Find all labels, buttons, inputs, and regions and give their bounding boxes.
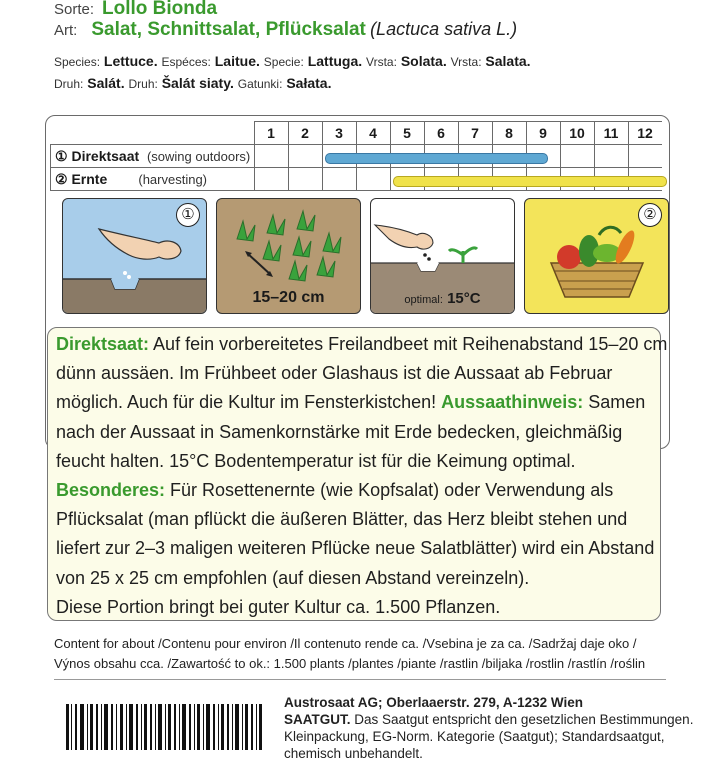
art-label: Art:: [54, 22, 78, 39]
aussaathinweis-heading: Aussaathinweis:: [441, 392, 584, 413]
vrsta-label: Vrsta:: [366, 55, 397, 69]
saatgut-text: Das Saatgut entspricht den gesetzlichen Bestimmungen. Kleinpackung, EG-Norm. Kategorie (Saatgut); Standardsaatgut, chemisch unbehandelt.: [284, 712, 694, 761]
panel-harvest: [524, 198, 669, 314]
month-cell: 12: [628, 122, 662, 145]
especes-value: Laitue.: [214, 53, 260, 69]
art-line: [54, 19, 517, 41]
besonderes-text: Für Rosettenernte (wie Kopfsalat) oder Verwendung als Pflücksalat (man pflückt die äußeren Blätter, das Herz bleibt stehen und liefert zur 2–3 maligen weiteren Pflücke neue Salatblätter) wird ein Abstand von 25 x 25 cm empfohlen (auf diesen Abstand vereinzeln).: [56, 480, 655, 588]
druh2-label: Druh:: [128, 77, 158, 91]
row-subtitle: (sowing outdoors): [146, 148, 251, 164]
gatunki-value: Sałata.: [286, 75, 332, 91]
saatgut-label: SAATGUT.: [284, 712, 351, 727]
content-line-1: Content for about /Contenu pour environ /Il contenuto rende ca. /Vsebina je za ca. /Sadržaj daje oko /: [54, 636, 637, 651]
gatunki-label: Gatunki:: [237, 77, 283, 91]
company-info: [284, 694, 704, 762]
vrsta-value: Solata.: [400, 53, 447, 69]
content-line-2: Výnos obsahu cca. /Zawartość to ok.: 1.500 plants /plantes /piante /rastlin /biljaka /rostlin /rastlín /roślin: [54, 656, 646, 671]
species-value: Lettuce.: [103, 53, 158, 69]
panel-temperature: [370, 198, 515, 314]
month-cell: 3: [322, 122, 356, 145]
sorte-label: Sorte:: [54, 1, 95, 18]
vrsta2-label: Vrsta:: [450, 55, 482, 69]
optimal-temperature: 15°C: [447, 290, 481, 307]
vrsta2-value: Salata.: [485, 53, 531, 69]
druh2-value: Šalát siaty.: [161, 75, 234, 91]
month-cell: 2: [288, 122, 322, 145]
druh-label: Druh:: [54, 77, 84, 91]
saatgut-statement: [284, 711, 704, 762]
harvest-period-bar: [393, 176, 667, 187]
portion-text: Diese Portion bringt bei guter Kultur ca. 1.500 Pflanzen.: [56, 596, 501, 617]
row-subtitle: (harvesting): [138, 171, 208, 187]
month-header-row: [51, 122, 662, 145]
month-cell: 4: [356, 122, 390, 145]
especes-label: Espéces:: [161, 55, 211, 69]
art-name: Salat, Schnittsalat, Pflücksalat: [91, 19, 366, 40]
row-label: [51, 145, 255, 168]
instructions-text: [56, 330, 676, 622]
aussaathinweis-text: Samen nach der Aussaat in Samenkornstärke mit Erde bedecken, gleichmäßig feucht halten. 15°C Bodentemperatur ist für die Keimung optimal.: [56, 392, 646, 471]
step-2-badge: ②: [638, 203, 662, 227]
direktsaat-text: Auf fein vorbereitetes Freilandbeet mit Reihenabstand 15–20 cm dünn aussäen. Im Frühbeet oder Glashaus ist die Aussaat ab Februar möglich. Auch für die Kultur im Fensterkistchen!: [56, 334, 668, 413]
step-1-badge: ①: [176, 203, 200, 227]
species-translations: [54, 53, 531, 69]
specie-label: Specie:: [263, 55, 304, 69]
content-statement: [54, 634, 645, 674]
month-cell: 6: [424, 122, 458, 145]
sowing-period-bar: [325, 153, 548, 164]
temperature-caption: [371, 290, 514, 307]
row-name: Ernte: [71, 170, 108, 187]
month-cell: 8: [492, 122, 526, 145]
panel-sowing: [62, 198, 207, 314]
month-cell: 10: [560, 122, 594, 145]
calendar-corner: [51, 122, 255, 145]
variety-line: [54, 0, 217, 20]
druh-translations: [54, 75, 331, 91]
latin-name: (Lactuca sativa L.): [370, 19, 518, 39]
species-label: Species:: [54, 55, 101, 69]
druh-value: Salát.: [87, 75, 125, 91]
month-cell: 1: [254, 122, 288, 145]
barcode: [66, 704, 264, 750]
row-marker: ①: [55, 147, 68, 164]
row-name: Direktsaat: [71, 147, 140, 164]
divider: [54, 679, 666, 680]
optimal-label: optimal:: [404, 294, 443, 306]
month-cell: 11: [594, 122, 628, 145]
row-spacing-caption: 15–20 cm: [252, 289, 325, 306]
panel-spacing: [216, 198, 361, 314]
direktsaat-heading: Direktsaat:: [56, 334, 150, 354]
month-cell: 9: [526, 122, 560, 145]
specie-value: Lattuga.: [307, 53, 363, 69]
besonderes-heading: Besonderes:: [56, 480, 166, 501]
month-cell: 7: [458, 122, 492, 145]
row-marker: ②: [55, 170, 68, 187]
month-cell: 5: [390, 122, 424, 145]
company-name: Austrosaat AG; Oberlaaerstr. 279, A-1232 Wien: [284, 695, 583, 710]
row-label: [51, 168, 255, 191]
variety-name: Lollo Bionda: [102, 0, 218, 19]
